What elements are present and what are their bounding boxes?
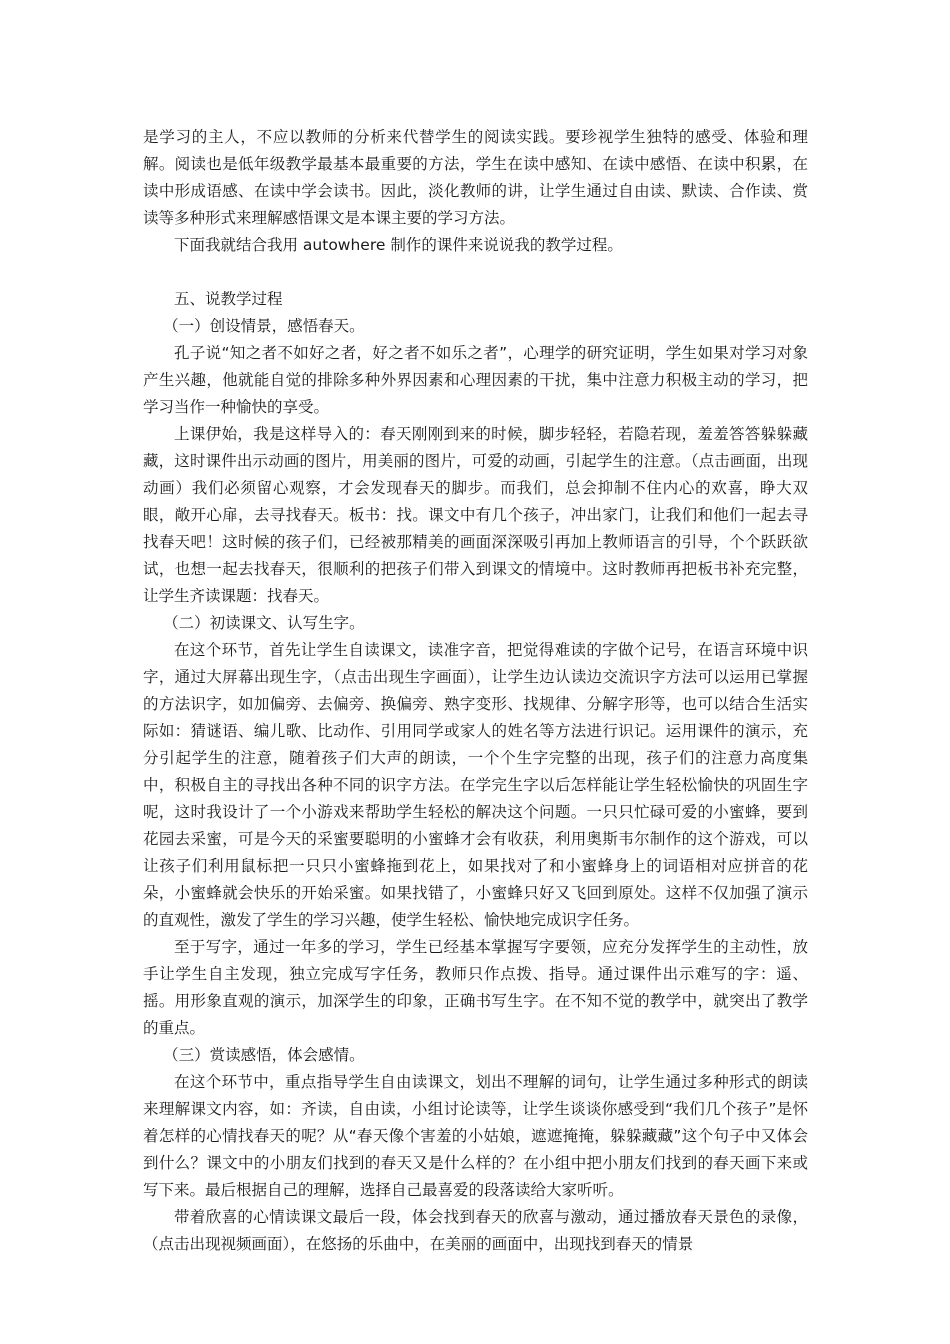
subheading-appreciative-reading: （三）赏读感悟，体会感情。: [163, 1046, 365, 1064]
paragraph-character-learning: 在这个环节，首先让学生自读课文，读准字音，把觉得难读的字做个记号，在语言环境中识字，通过大屏幕出现生字，（点击出现生字画面），让学生边认读边交流识字方法可以运用已掌握的方法识字，如加偏旁、去偏旁、换偏旁、熟字变形、找规律、分解字形等，也可以结合生活实际如：猜谜语、编儿歌、比动作、引用同学或家人的姓名等方法进行识记。运用课件的演示，充分引起学生的注意，随着孩子们大声的朗读，一个个生字完整的出现，孩子们的注意力高度集中，积极自主的寻找出各种不同的识字方法。在学完生字以后怎样能让学生轻松愉快的巩固生字呢，这时我设计了一个小游戏来帮助学生轻松的解决这个问题。一只只忙碌可爱的小蜜蜂，要到花园去采蜜，可是今天的采蜜要聪明的小蜜蜂才会有收获，利用奥斯韦尔制作的这个游戏，可以让孩子们利用鼠标把一只只小蜜蜂拖到花上，如果找对了和小蜜蜂身上的词语相对应拼音的花朵，小蜜蜂就会快乐的开始采蜜。如果找错了，小蜜蜂只好又飞回到原处。这样不仅加强了演示的直观性，激发了学生的学习兴趣，使学生轻松、愉快地完成识字任务。: [143, 641, 808, 929]
blank-line: [143, 259, 808, 286]
paragraph-final-section: 带着欣喜的心情读课文最后一段，体会找到春天的欣喜与激动，通过播放春天景色的录像，（点击出现视频画面），在悠扬的乐曲中，在美丽的画面中，出现找到春天的情景: [143, 1208, 808, 1253]
document-body: [143, 124, 808, 1258]
paragraph-lesson-intro: 上课伊始，我是这样导入的：春天刚刚到来的时候，脚步轻轻，若隐若现，羞羞答答躲躲藏藏，这时课件出示动画的图片，用美丽的图片，可爱的动画，引起学生的注意。（点击画面，出现动画）我们必须留心观察，才会发现春天的脚步。而我们，总会抑制不住内心的欢喜，睁大双眼，敞开心扉，去寻找春天。板书：找。课文中有几个孩子，冲出家门，让我们和他们一起去寻找春天吧！这时候的孩子们，已经被那精美的画面深深吸引再加上教师语言的引导，个个跃跃欲试，也想一起去找春天，很顺利的把孩子们带入到课文的情境中。这时教师再把板书补充完整，让学生齐读课题：找春天。: [143, 425, 808, 605]
paragraph-guided-reading: 在这个环节中，重点指导学生自由读课文，划出不理解的词句，让学生通过多种形式的朗读来理解课文内容，如：齐读，自由读，小组讨论读等，让学生谈谈你感受到“我们几个孩子”是怀着怎样的心情找春天的呢？从“春天像个害羞的小姑娘，遮遮掩掩，躲躲藏藏”这个句子中又体会到什么？课文中的小朋友们找到的春天又是什么样的？在小组中把小朋友们找到的春天画下来或写下来。最后根据自己的理解，选择自己最喜爱的段落读给大家听听。: [143, 1073, 808, 1199]
paragraph-courseware-intro: 下面我就结合我用 autowhere 制作的课件来说说我的教学过程。: [174, 236, 623, 254]
subheading-create-scene: （一）创设情景，感悟春天。: [163, 317, 365, 335]
paragraph-writing-practice: 至于写字，通过一年多的学习，学生已经基本掌握写字要领，应充分发挥学生的主动性，放手让学生自主发现，独立完成写字任务，教师只作点拨、指导。通过课件出示难写的字：遥、摇。用形象直观的演示，加深学生的印象，正确书写生字。在不知不觉的教学中，就突出了教学的重点。: [143, 938, 808, 1037]
subheading-first-reading: （二）初读课文、认写生字。: [163, 614, 365, 632]
paragraph-reading-method: 是学习的主人，不应以教师的分析来代替学生的阅读实践。要珍视学生独特的感受、体验和理解。阅读也是低年级教学最基本最重要的方法，学生在读中感知、在读中感悟、在读中积累，在读中形成语感、在读中学会读书。因此，淡化教师的讲，让学生通过自由读、默读、合作读、赏读等多种形式来理解感悟课文是本课主要的学习方法。: [143, 128, 808, 227]
section-heading-teaching-process: 五、说教学过程: [174, 290, 283, 308]
paragraph-confucius-quote: 孔子说“知之者不如好之者，好之者不如乐之者”，心理学的研究证明，学生如果对学习对象产生兴趣，他就能自觉的排除多种外界因素和心理因素的干扰，集中注意力积极主动的学习，把学习当作一种愉快的享受。: [143, 344, 808, 416]
